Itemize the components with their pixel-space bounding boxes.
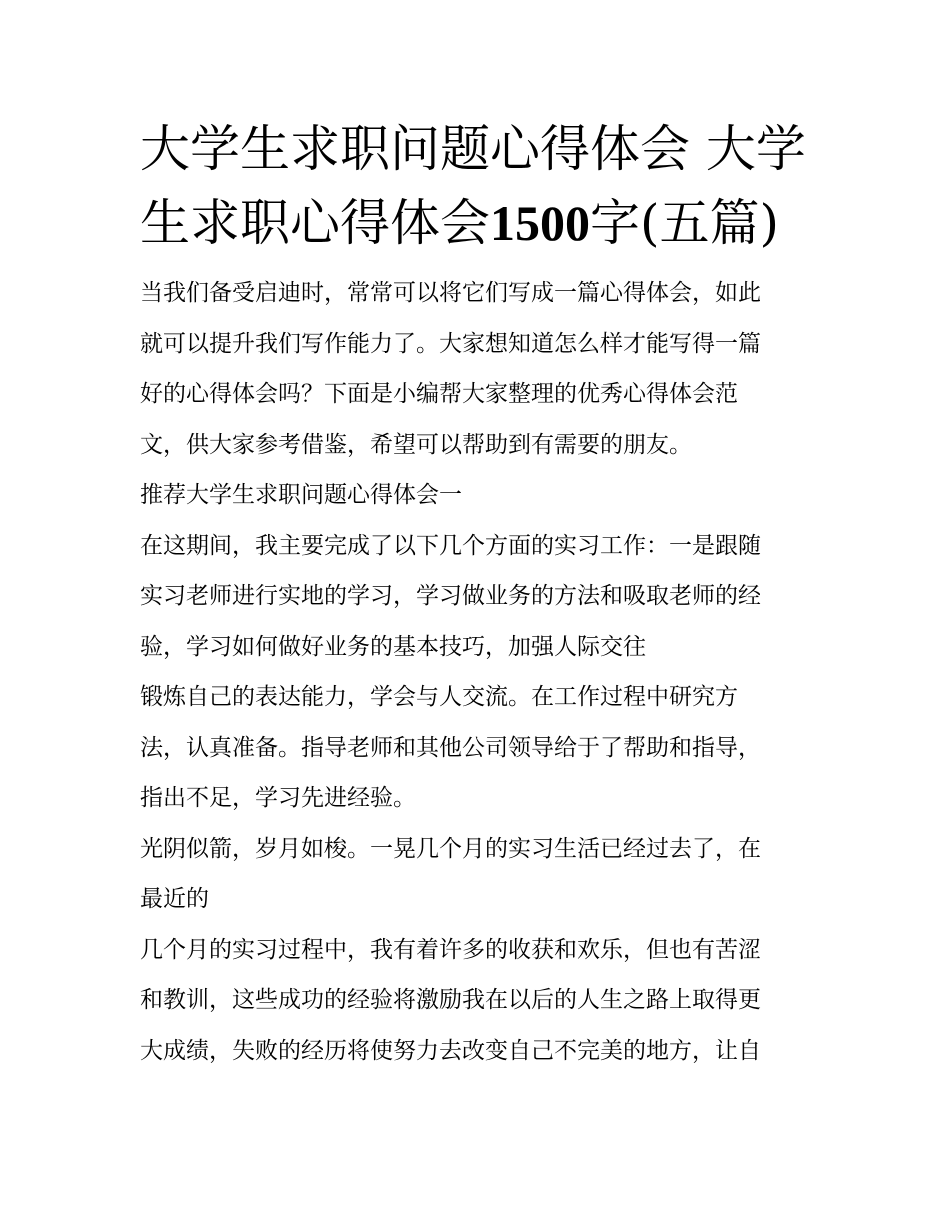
title-line-2 [140,186,820,260]
document-body [140,268,820,1076]
body-line: 指出不足，学习先进经验。 [140,785,416,811]
body-line: 最近的 [140,886,209,912]
title-line-2-number: 1500 [490,195,590,251]
document-title [140,112,820,260]
title-line-1: 大学生求职问题心得体会 大学 [140,120,806,178]
body-line: 就可以提升我们写作能力了。大家想知道怎么样才能写得一篇 [140,330,761,357]
body-line: 和教训，这些成功的经验将激励我在以后的人生之路上取得更 [140,987,761,1013]
body-line: 文，供大家参考借鉴，希望可以帮助到有需要的朋友。 [140,431,692,458]
document-page [140,112,820,1076]
title-line-2-text-a: 生求职心得体会 [140,194,490,252]
body-line: 验，学习如何做好业务的基本技巧，加强人际交往 [140,633,646,660]
body-line: 光阴似箭，岁月如梭。一晃几个月的实习生活已经过去了，在 [140,835,761,862]
body-line: 大成绩，失败的经历将使努力去改变自己不完美的地方，让自 [140,1037,761,1064]
body-line: 当我们备受启迪时，常常可以将它们写成一篇心得体会，如此 [140,280,761,306]
body-line: 法，认真准备。指导老师和其他公司领导给于了帮助和指导， [140,734,761,761]
title-line-2-text-b: 字(五篇) [590,194,780,252]
section-heading: 推荐大学生求职问题心得体会一 [140,482,462,508]
body-line: 在这期间，我主要完成了以下几个方面的实习工作：一是跟随 [140,532,761,559]
body-line: 锻炼自己的表达能力，学会与人交流。在工作过程中研究方 [140,684,738,710]
body-line: 好的心得体会吗？下面是小编帮大家整理的优秀心得体会范 [140,381,738,407]
body-line: 实习老师进行实地的学习，学习做业务的方法和吸取老师的经 [140,583,761,609]
body-line: 几个月的实习过程中，我有着许多的收获和欢乐，但也有苦涩 [140,936,761,963]
